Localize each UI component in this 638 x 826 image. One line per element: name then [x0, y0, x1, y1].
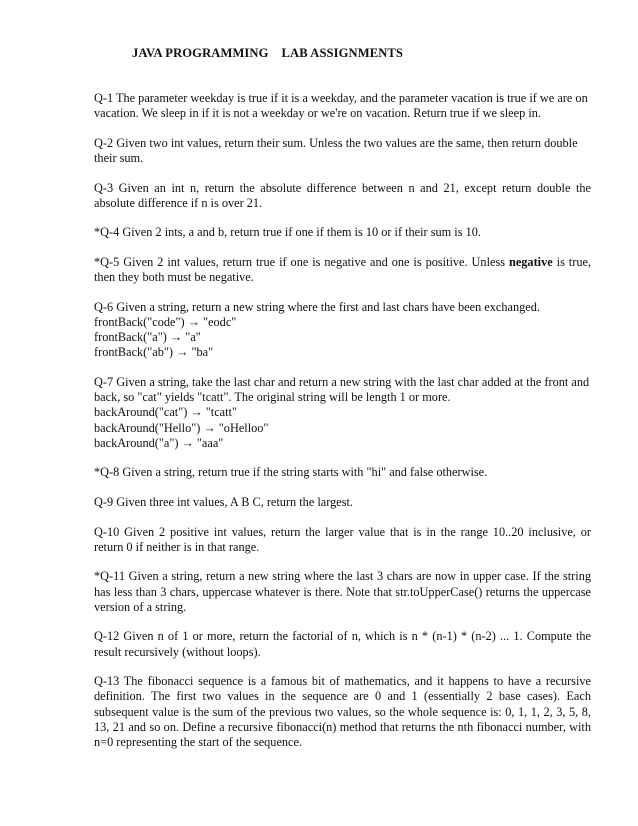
question-9: Q-9 Given three int values, A B C, return the largest.	[94, 494, 353, 509]
question-3: Q-3 Given an int n, return the absolute difference between n and 21, except return double the absolute difference if n is over 21.	[94, 180, 591, 210]
question-4: *Q-4 Given 2 ints, a and b, return true if one if them is 10 or if their sum is 10.	[94, 225, 481, 240]
question-6-text: Q-6 Given a string, return a new string where the first and last chars have been exchanged.	[94, 299, 540, 314]
question-5-text-before: *Q-5 Given 2 int values, return true if one is negative and one is positive. Unless	[94, 254, 509, 269]
question-5	[94, 255, 591, 285]
question-10: Q-10 Given 2 positive int values, return the larger value that is in the range 10..20 inclusive, or return 0 if neither is in that range.	[94, 524, 591, 554]
question-8: *Q-8 Given a string, return true if the string starts with "hi" and false otherwise.	[94, 465, 488, 480]
question-7	[94, 375, 591, 451]
question-5-text-after: is true, then they both must be negative.	[94, 254, 592, 285]
question-7-example-1: backAround("cat") → "tcatt"	[94, 405, 237, 420]
question-7-text: Q-7 Given a string, take the last char and return a new string with the last char added at the front and back, so "cat" yields "tcatt". The original string will be length 1 or more.	[94, 374, 590, 405]
question-13: Q-13 The fibonacci sequence is a famous bit of mathematics, and it happens to have a recursive definition. The first two values in the sequence are 0 and 1 (essentially 2 base cases). Each subsequent value is the sum of the previous two values, so the whole sequence is: 0, 1, 1, 2, 3, 5, 8, 13, 21 and so on. Define a recursive fibonacci(n) method that returns the nth fibonacci number, with n=0 representing the start of the sequence.	[94, 674, 591, 749]
question-6	[94, 300, 591, 361]
document-title: JAVA PROGRAMMING LAB ASSIGNMENTS	[132, 46, 404, 60]
question-5-bold-word: negative	[508, 254, 553, 269]
question-6-example-1: frontBack("code") → "eodc"	[94, 314, 237, 329]
question-6-example-2: frontBack("a") → "a"	[94, 330, 201, 345]
question-11: *Q-11 Given a string, return a new string where the last 3 chars are now in upper case. If the string has less than 3 chars, uppercase whatever is there. Note that str.toUpperCase() returns the uppercase version of a string.	[94, 569, 591, 614]
question-1: Q-1 The parameter weekday is true if it is a weekday, and the parameter vacation is true if we are on vacation. We sleep in if it is not a weekday or we're on vacation. Return true if we sleep in.	[94, 91, 588, 121]
question-6-example-3: frontBack("ab") → "ba"	[94, 345, 214, 360]
question-7-example-3: backAround("a") → "aaa"	[94, 435, 224, 450]
question-12: Q-12 Given n of 1 or more, return the factorial of n, which is n * (n-1) * (n-2) ... 1. Compute the result recursively (without loops).	[94, 629, 591, 659]
question-2: Q-2 Given two int values, return their sum. Unless the two values are the same, then return double their sum.	[94, 135, 578, 165]
question-7-example-2: backAround("Hello") → "oHelloo"	[94, 420, 269, 435]
